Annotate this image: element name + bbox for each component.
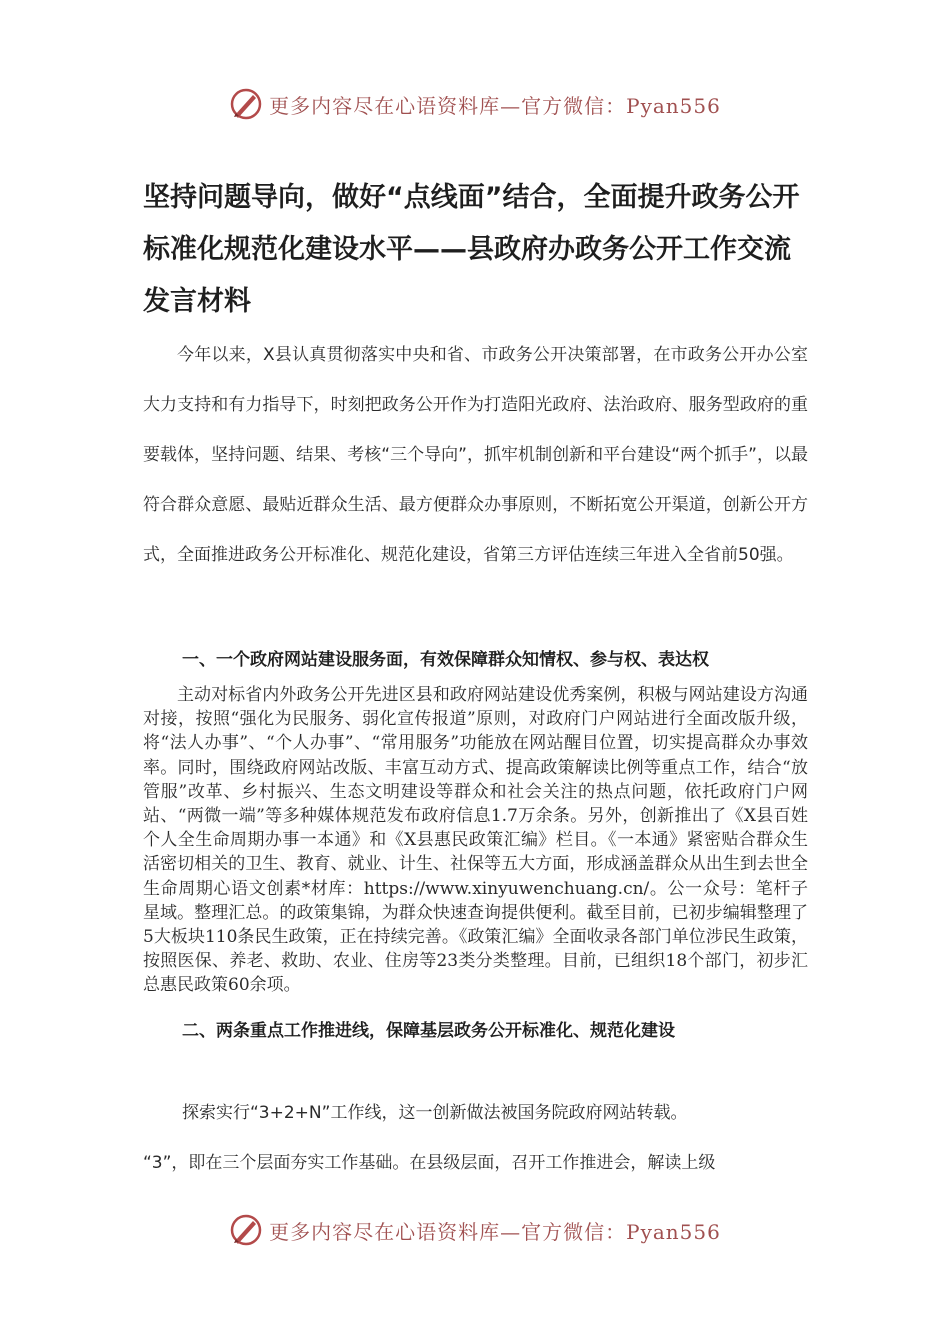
watermark-text: 更多内容尽在心语资料库—官方微信：Pyan556 bbox=[269, 1219, 721, 1244]
section-1-body: 主动对标省内外政务公开先进区县和政府网站建设优秀案例，积极与网站建设方沟通对接，按照“强化为民服务、弱化宣传报道”原则，对政府门户网站进行全面改版升级，将“法人办事”、“个人办事”、“常用服务”功能放在网站醒目位置，切实提高群众办事效率。同时，围绕政府网站改版、丰富互动方式、提高政策解读比例等重点工作，结合“放管服”改革、乡村振兴、生态文明建设等群众和社会关注的热点问题，依托政府门户网站、“两微一端”等多种媒体规范发布政府信息1.7万余条。另外，创新推出了《X县百姓个人全生命周期办事一本通》和《X县惠民政策汇编》栏目。《一本通》紧密贴合群众生活密切相关的卫生、教育、就业、计生、社保等五大方面，形成涵盖群众从出生到去世全生命周期心语文创素*材库：https://www.xinyuwenchuang.cn/。公一众号：笔杆子星域。整理汇总。的政策集锦，为群众快速查询提供便利。截至目前，已初步编辑整理了5大板块110条民生政策，正在持续完善。《政策汇编》全面收录各部门单位涉民生政策，按照医保、养老、救助、农业、住房等23类分类整理。目前，已组织18个部门，初步汇总惠民政策60余项。 bbox=[143, 685, 808, 996]
section-2-line-1: 探索实行“3+2+N”工作线，这一创新做法被国务院政府网站转载。 bbox=[182, 1103, 688, 1123]
intro-paragraph: 今年以来，X县认真贯彻落实中央和省、市政务公开决策部署，在市政务公开办公室大力支持和有力指导下，时刻把政务公开作为打造阳光政府、法治政府、服务型政府的重要载体，坚持问题、结果、考核“三个导向”，抓牢机制创新和平台建设“两个抓手”，以最符合群众意愿、最贴近群众生活、最方便群众办事原则，不断拓宽公开渠道，创新公开方式，全面推进政务公开标准化、规范化建设，省第三方评估连续三年进入全省前50强。 bbox=[143, 345, 808, 565]
section-heading-2: 二、两条重点工作推进线，保障基层政务公开标准化、规范化建设 bbox=[182, 1021, 675, 1041]
section-heading-1: 一、一个政府网站建设服务面，有效保障群众知情权、参与权、表达权 bbox=[182, 650, 709, 670]
header-watermark bbox=[0, 84, 950, 124]
pen-logo-icon bbox=[229, 1213, 263, 1247]
pen-logo-icon bbox=[229, 87, 263, 121]
footer-watermark bbox=[0, 1210, 950, 1250]
document-title: 坚持问题导向，做好“点线面”结合，全面提升政务公开标准化规范化建设水平——县政府办政务公开工作交流发言材料 bbox=[143, 182, 800, 317]
section-2-line-2: “3”，即在三个层面夯实工作基础。在县级层面，召开工作推进会，解读上级 bbox=[143, 1153, 716, 1173]
watermark-text: 更多内容尽在心语资料库—官方微信：Pyan556 bbox=[269, 93, 721, 118]
